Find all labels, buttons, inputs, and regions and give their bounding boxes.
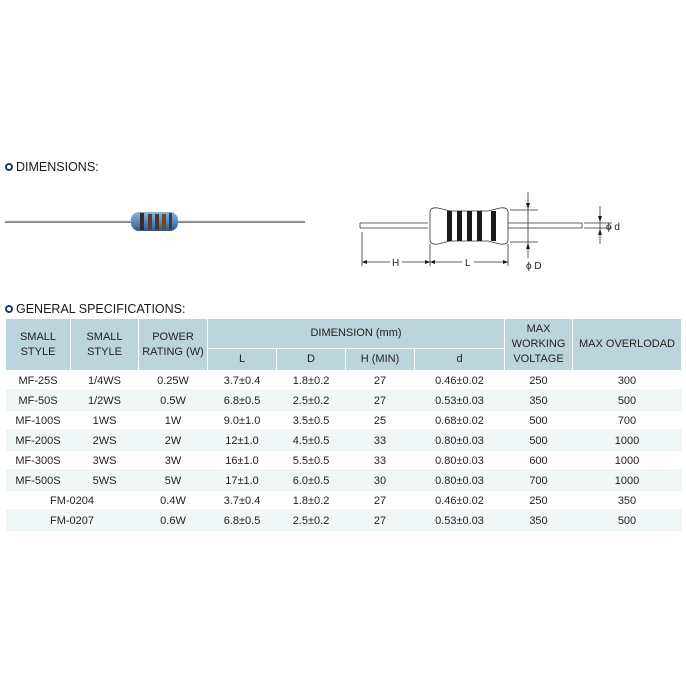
dimensions-title: DIMENSIONS: [16,160,99,174]
cell-H: 30 [346,471,415,491]
cell-power: 0.6W [139,511,208,531]
header-L: L [208,349,277,371]
label-h: H [392,258,400,269]
table-row [6,371,682,391]
general-specifications-title: GENERAL SPECIFICATIONS: [16,302,186,316]
cell-L: 6.8±0.5 [208,511,277,531]
cell-style1: MF-50S [6,391,71,411]
cell-style2: 2WS [71,431,139,451]
color-band-4 [162,214,166,230]
left-lead [5,221,135,224]
table-row [6,491,682,511]
cell-D: 2.5±0.2 [277,391,346,411]
cell-style1: MF-200S [6,431,71,451]
cell-voltage: 500 [505,431,573,451]
cell-style1: MF-300S [6,451,71,471]
cell-D: 4.5±0.5 [277,431,346,451]
cell-overload: 1000 [573,451,682,471]
cell-L: 3.7±0.4 [208,371,277,391]
header-max-overload: MAX OVERLODAD [573,319,682,371]
cell-L: 12±1.0 [208,431,277,451]
cell-style1: MF-100S [6,411,71,431]
header-row-1 [6,319,682,349]
header-dimension: DIMENSION (mm) [208,319,505,349]
cell-style-merged: FM-0204 [6,491,139,511]
cell-d: 0.80±0.03 [415,451,505,471]
cell-overload: 1000 [573,431,682,451]
arrowhead-D-bottom [526,243,530,249]
arrowhead-h-left [362,260,367,264]
cell-overload: 350 [573,491,682,511]
dimensions-heading [5,160,99,174]
band-5 [491,211,496,241]
cell-d: 0.53±0.03 [415,391,505,411]
cell-style2: 1/4WS [71,371,139,391]
circle-bullet-icon [5,163,13,171]
header-power-rating: POWER RATING (W) [139,319,208,371]
circle-bullet-icon [5,305,13,313]
cell-voltage: 350 [505,391,573,411]
cell-d: 0.80±0.03 [415,431,505,451]
cell-overload: 700 [573,411,682,431]
cell-style2: 5WS [71,471,139,491]
cell-H: 27 [346,371,415,391]
cell-D: 2.5±0.2 [277,511,346,531]
cell-style1: MF-500S [6,471,71,491]
resistor-photo [0,190,310,260]
cell-d: 0.46±0.02 [415,371,505,391]
color-band-1 [140,213,144,230]
band-2 [457,211,462,241]
cell-H: 27 [346,391,415,411]
cell-H: 33 [346,451,415,471]
cell-overload: 300 [573,371,682,391]
label-D: ϕ D [526,261,542,272]
header-small-style-1: SMALL STYLE [6,319,71,371]
cell-d: 0.68±0.02 [415,411,505,431]
cell-overload: 500 [573,391,682,411]
cell-power: 0.5W [139,391,208,411]
cell-L: 3.7±0.4 [208,491,277,511]
band-3 [467,211,472,241]
header-small-style-2: SMALL STYLE [71,319,139,371]
cell-L: 9.0±1.0 [208,411,277,431]
table-row [6,471,682,491]
table-row [6,451,682,471]
header-d: d [415,349,505,371]
cell-overload: 1000 [573,471,682,491]
table-row [6,411,682,431]
cell-D: 6.0±0.5 [277,471,346,491]
cell-voltage: 600 [505,451,573,471]
cell-voltage: 700 [505,471,573,491]
cell-style-merged: FM-0207 [6,511,139,531]
band-1 [447,211,452,241]
cell-style2: 1WS [71,411,139,431]
cell-voltage: 250 [505,371,573,391]
cell-L: 6.8±0.5 [208,391,277,411]
cell-power: 0.4W [139,491,208,511]
header-H: H (MIN) [346,349,415,371]
header-max-working-voltage: MAX WORKING VOLTAGE [505,319,573,371]
arrowhead-l-right [503,260,508,264]
cell-power: 0.25W [139,371,208,391]
header-D: D [277,349,346,371]
cell-H: 27 [346,491,415,511]
cell-power: 1W [139,411,208,431]
cell-d: 0.53±0.03 [415,511,505,531]
cell-voltage: 350 [505,511,573,531]
arrowhead-h-right [425,260,430,264]
label-l: L [465,258,471,269]
band-4 [477,211,482,241]
cell-style2: 3WS [71,451,139,471]
cell-D: 1.8±0.2 [277,371,346,391]
resistor-dimension-drawing [350,182,640,277]
cell-H: 25 [346,411,415,431]
arrowhead-d-top [598,216,602,222]
color-band-2 [148,214,152,230]
cell-L: 17±1.0 [208,471,277,491]
table-row [6,391,682,411]
table-row [6,511,682,531]
arrowhead-d-bottom [598,229,602,235]
cell-style1: MF-25S [6,371,71,391]
cell-D: 1.8±0.2 [277,491,346,511]
arrowhead-l-left [430,260,435,264]
arrowhead-D-top [526,203,530,209]
cell-H: 33 [346,431,415,451]
cell-D: 3.5±0.5 [277,411,346,431]
cell-d: 0.46±0.02 [415,491,505,511]
cell-style2: 1/2WS [71,391,139,411]
cell-d: 0.80±0.03 [415,471,505,491]
cell-L: 16±1.0 [208,451,277,471]
general-specifications-heading [5,302,185,316]
cell-voltage: 250 [505,491,573,511]
color-band-3 [155,214,159,230]
cell-power: 5W [139,471,208,491]
cell-power: 2W [139,431,208,451]
cell-voltage: 500 [505,411,573,431]
color-band-5 [169,213,172,230]
cell-H: 27 [346,511,415,531]
cell-overload: 500 [573,511,682,531]
label-d: ϕ d [606,222,620,233]
right-lead [175,221,305,224]
cell-power: 3W [139,451,208,471]
table-row [6,431,682,451]
specifications-table [5,318,682,531]
cell-D: 5.5±0.5 [277,451,346,471]
